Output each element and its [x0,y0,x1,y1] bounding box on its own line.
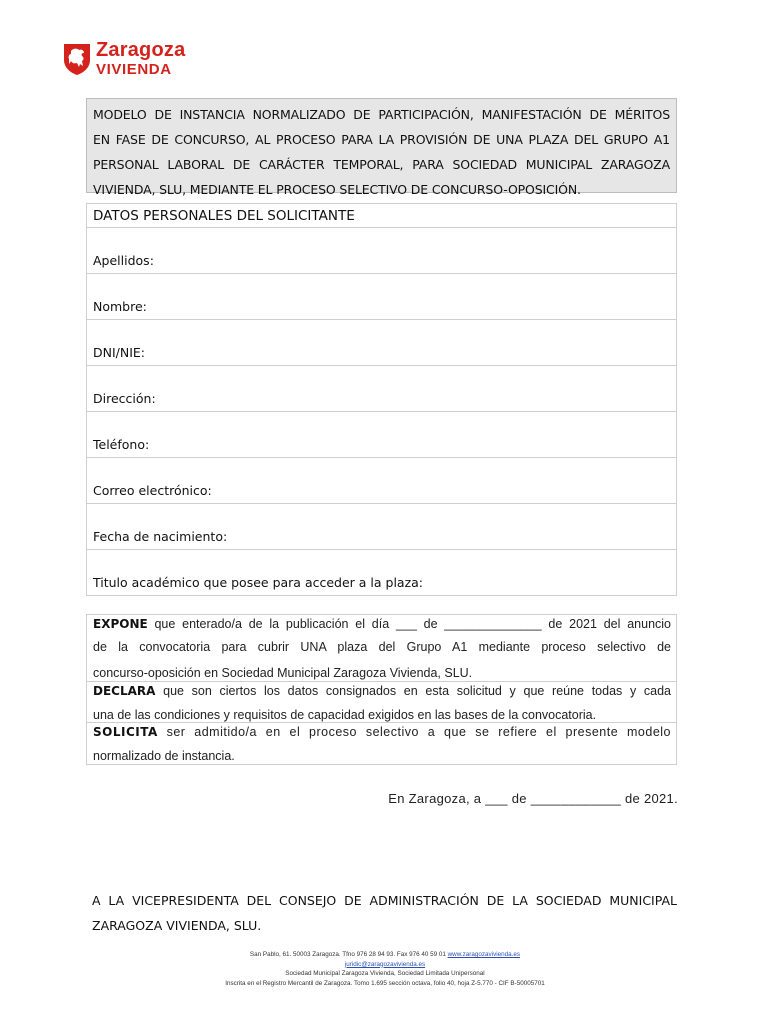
personal-data-table [86,203,677,596]
solicita-line: normalizado de instancia. [93,749,235,763]
personal-data-heading: DATOS PERSONALES DEL SOLICITANTE [87,204,676,228]
section-divider [87,681,676,682]
solicita-line [93,725,671,739]
solicita-label: SOLICITA [93,725,158,739]
zaragoza-lion-shield-icon [62,42,92,76]
title-line: EN FASE DE CONCURSO, AL PROCESO PARA LA PROVISIÓN DE UNA PLAZA DEL GRUPO A1 [93,132,670,147]
company-logo [62,40,185,77]
field-dni-nie[interactable] [87,320,676,366]
field-fecha-nacimiento[interactable] [87,504,676,550]
expone-line: de la convocatoria para cubrir UNA plaza del Grupo A1 mediante proceso selectivo de [93,640,671,654]
field-label: DNI/NIE: [93,345,146,360]
document-title [86,98,677,197]
field-label: Apellidos: [93,253,154,268]
expone-label: EXPONE [93,617,148,631]
field-direccion[interactable] [87,366,676,412]
field-label: Titulo académico que posee para acceder a la plaza: [93,575,424,590]
footer-company: Sociedad Municipal Zaragoza Vivienda, Sociedad Limitada Unipersonal [285,970,485,978]
solicita-text: ser admitido/a en el proceso selectivo a que se refiere el presente modelo [157,725,671,739]
page-footer [160,950,610,988]
field-titulo-academico[interactable] [87,550,676,595]
logo-line-zaragoza: Zaragoza [96,39,186,61]
field-correo-electronico[interactable] [87,458,676,504]
expone-text: que enterado/a de la publicación el día ___ de ______________ de 2021 del anuncio [147,617,671,631]
declara-text: que son ciertos los datos consignados en esta solicitud y que reúne todas y cada [155,684,671,698]
field-apellidos[interactable] [87,228,676,274]
title-line: VIVIENDA, SLU, MEDIANTE EL PROCESO SELECTIVO DE CONCURSO-OPOSICIÓN. [93,182,581,197]
title-line: MODELO DE INSTANCIA NORMALIZADO DE PARTICIPACIÓN, MANIFESTACIÓN DE MÉRITOS [93,107,670,122]
footer-email-link[interactable]: juridic@zaragozavivienda.es [344,960,426,968]
field-label: Nombre: [93,299,147,314]
expone-line: concurso-oposición en Sociedad Municipal Zaragoza Vivienda, SLU. [93,666,473,680]
field-label: Teléfono: [93,437,150,452]
footer-website-link[interactable]: www.zaragozavivienda.es [447,951,521,958]
title-line: PERSONAL LABORAL DE CARÁCTER TEMPORAL, PARA SOCIEDAD MUNICIPAL ZARAGOZA [93,157,670,172]
declara-label: DECLARA [93,684,156,698]
field-label: Correo electrónico: [93,483,212,498]
addressee-line: ZARAGOZA VIVIENDA, SLU. [92,918,262,933]
field-label: Fecha de nacimiento: [93,529,228,544]
declara-line: una de las condiciones y requisitos de capacidad exigidos en las bases de la convocatoria. [93,708,597,722]
field-nombre[interactable] [87,274,676,320]
date-line: En Zaragoza, a ___ de ____________ de 2021. [388,791,678,806]
declara-line [93,684,671,698]
footer-address-line [160,950,610,960]
field-label: Dirección: [93,391,156,406]
field-telefono[interactable] [87,412,676,458]
section-divider [87,722,676,723]
expone-line [93,617,671,631]
declaration-box [86,614,677,765]
footer-registry: Inscrita en el Registro Mercantil de Zaragoza. Tomo 1.695 sección octava, folio 40, hoja Z-5.770 - CIF B-50005701 [225,979,545,987]
footer-address: San Pablo, 61. 50003 Zaragoza. Tfno 976 28 94 93. Fax 976 40 59 01 [249,951,448,958]
addressee [92,888,677,938]
logo-line-vivienda: VIVIENDA [96,61,172,78]
addressee-line: A LA VICEPRESIDENTA DEL CONSEJO DE ADMINISTRACIÓN DE LA SOCIEDAD MUNICIPAL [92,893,677,908]
